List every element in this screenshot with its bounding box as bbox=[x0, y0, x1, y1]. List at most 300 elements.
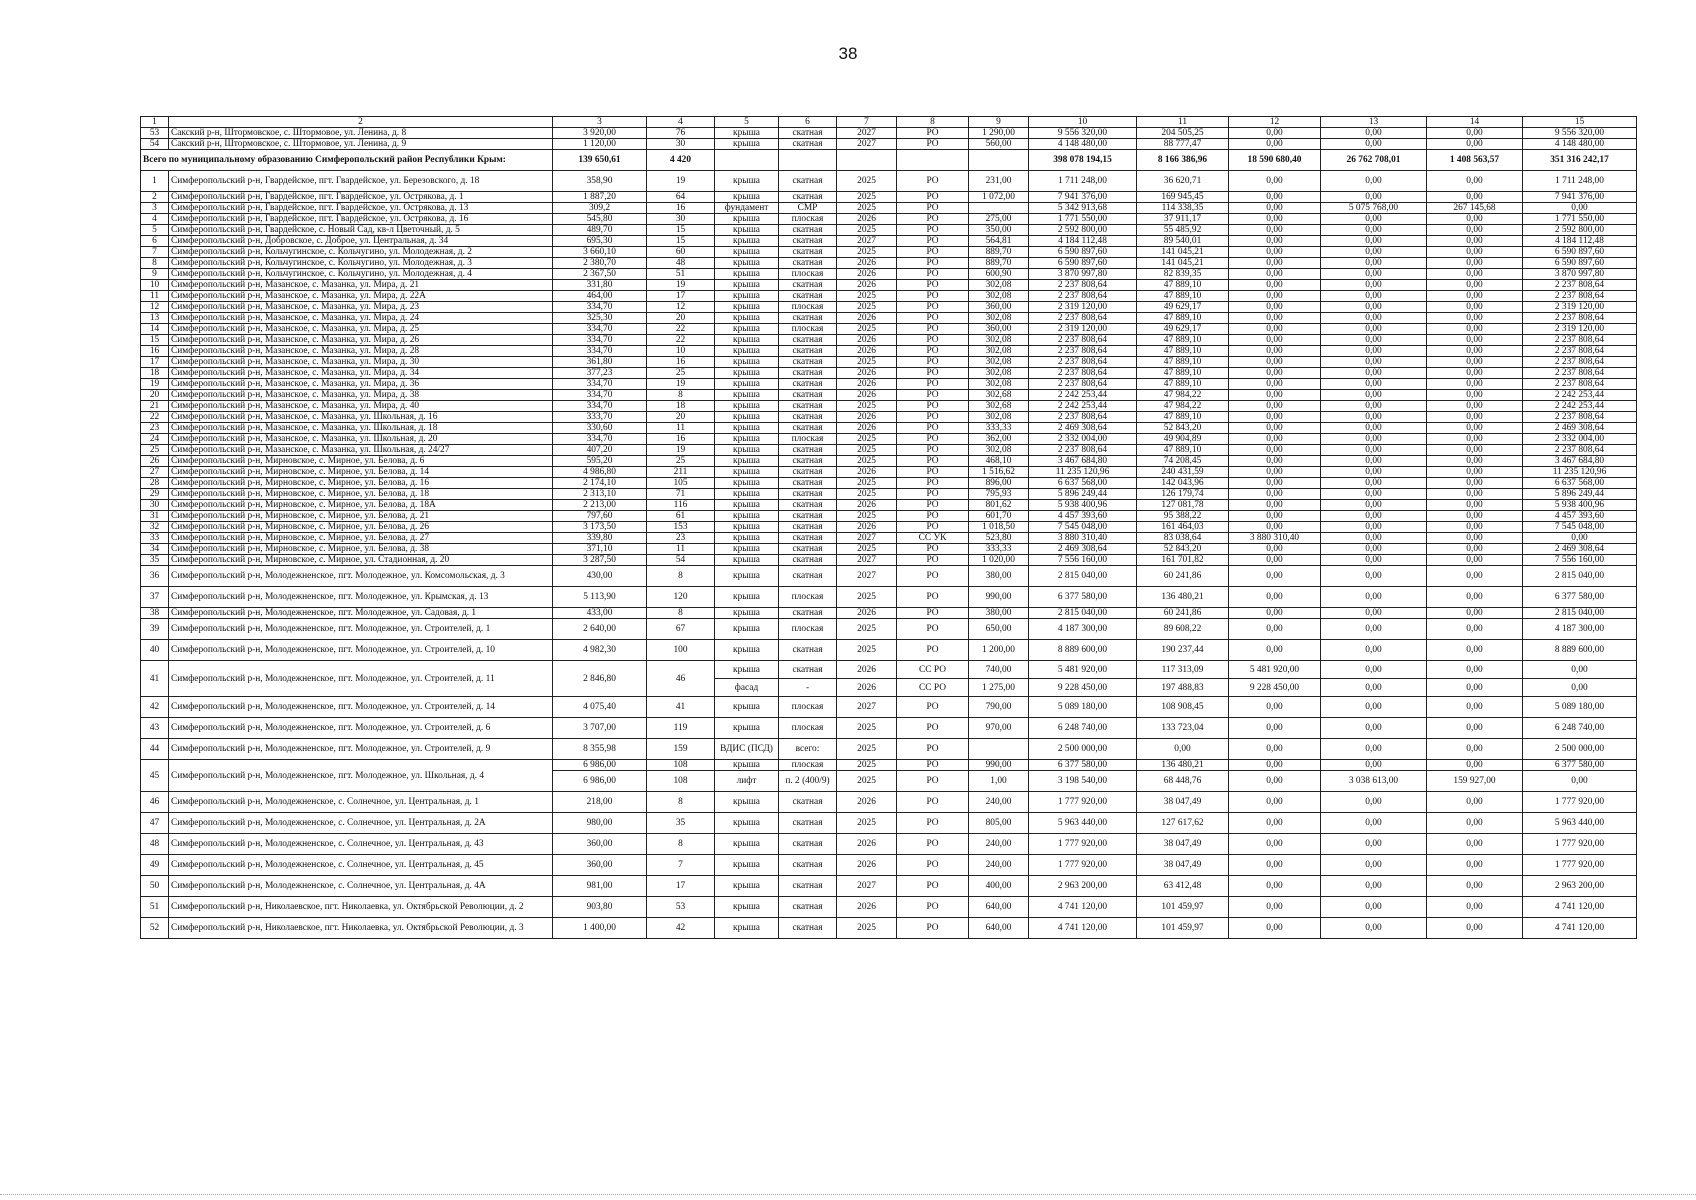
row-number: 18 bbox=[141, 368, 169, 379]
table-row bbox=[141, 500, 1637, 511]
total-cost: 4 187 300,00 bbox=[1029, 619, 1137, 640]
cost-2: 47 889,10 bbox=[1137, 445, 1229, 456]
fund-4: 6 377 580,00 bbox=[1523, 587, 1637, 608]
row-number: 23 bbox=[141, 423, 169, 434]
fund: РО bbox=[897, 739, 969, 760]
fund-1: 0,00 bbox=[1229, 313, 1321, 324]
fund-3: 0,00 bbox=[1427, 456, 1523, 467]
fund-3: 0,00 bbox=[1427, 813, 1523, 834]
total-label: Всего по муниципальному образованию Симферопольский район Республики Крым: bbox=[141, 150, 553, 171]
unit-cost: 1 072,00 bbox=[969, 192, 1029, 203]
fund-4: 6 377 580,00 bbox=[1523, 760, 1637, 771]
fund: СС РО bbox=[897, 661, 969, 679]
element: крыша bbox=[715, 640, 779, 661]
fund-3: 0,00 bbox=[1427, 128, 1523, 139]
residents: 61 bbox=[647, 511, 715, 522]
year: 2026 bbox=[837, 269, 897, 280]
year: 2027 bbox=[837, 697, 897, 718]
type: скатная bbox=[779, 280, 837, 291]
cost-2: 136 480,21 bbox=[1137, 760, 1229, 771]
cost-2: 60 241,86 bbox=[1137, 608, 1229, 619]
table-row bbox=[141, 467, 1637, 478]
total-cost: 2 237 808,64 bbox=[1029, 280, 1137, 291]
total-cost: 5 963 440,00 bbox=[1029, 813, 1137, 834]
fund-2: 0,00 bbox=[1321, 171, 1427, 192]
fund-2: 0,00 bbox=[1321, 335, 1427, 346]
total-cost: 5 896 249,44 bbox=[1029, 489, 1137, 500]
cost-2: 95 388,22 bbox=[1137, 511, 1229, 522]
address: Симферопольский р-н, Мирновское, с. Мирное, ул. Белова, д. 18А bbox=[169, 500, 553, 511]
year: 2026 bbox=[837, 313, 897, 324]
element: ВДИС (ПСД) bbox=[715, 739, 779, 760]
residents: 35 bbox=[647, 813, 715, 834]
fund-4: 8 889 600,00 bbox=[1523, 640, 1637, 661]
element: крыша bbox=[715, 718, 779, 739]
fund-4: 1 777 920,00 bbox=[1523, 792, 1637, 813]
year: 2025 bbox=[837, 489, 897, 500]
cost-2: 141 045,21 bbox=[1137, 247, 1229, 258]
element: крыша bbox=[715, 918, 779, 939]
address: Симферопольский р-н, Мирновское, с. Мирное, ул. Белова, д. 21 bbox=[169, 511, 553, 522]
unit-cost: 302,68 bbox=[969, 390, 1029, 401]
row-number: 20 bbox=[141, 390, 169, 401]
unit-cost: 889,70 bbox=[969, 247, 1029, 258]
residents: 64 bbox=[647, 192, 715, 203]
fund-3: 0,00 bbox=[1427, 302, 1523, 313]
residents: 20 bbox=[647, 313, 715, 324]
row-number: 12 bbox=[141, 302, 169, 313]
fund-1: 0,00 bbox=[1229, 608, 1321, 619]
area: 1 400,00 bbox=[553, 918, 647, 939]
total-cost: 1 777 920,00 bbox=[1029, 792, 1137, 813]
year: 2025 bbox=[837, 587, 897, 608]
unit-cost: 302,08 bbox=[969, 379, 1029, 390]
column-number: 1 bbox=[141, 117, 169, 128]
table-row bbox=[141, 379, 1637, 390]
fund-2: 0,00 bbox=[1321, 478, 1427, 489]
column-number: 10 bbox=[1029, 117, 1137, 128]
cost-2: 49 629,17 bbox=[1137, 324, 1229, 335]
residents: 25 bbox=[647, 456, 715, 467]
year: 2027 bbox=[837, 128, 897, 139]
fund-4: 5 938 400,96 bbox=[1523, 500, 1637, 511]
fund-2: 0,00 bbox=[1321, 608, 1427, 619]
total-cost: 6 248 740,00 bbox=[1029, 718, 1137, 739]
fund: РО bbox=[897, 566, 969, 587]
fund-1: 0,00 bbox=[1229, 280, 1321, 291]
table-row bbox=[141, 445, 1637, 456]
fund-3: 0,00 bbox=[1427, 697, 1523, 718]
residents: 19 bbox=[647, 171, 715, 192]
fund-4: 1 711 248,00 bbox=[1523, 171, 1637, 192]
fund: РО bbox=[897, 897, 969, 918]
type: скатная bbox=[779, 918, 837, 939]
element: крыша bbox=[715, 478, 779, 489]
cost-2: 47 889,10 bbox=[1137, 412, 1229, 423]
fund-3: 0,00 bbox=[1427, 718, 1523, 739]
cost-2: 47 889,10 bbox=[1137, 291, 1229, 302]
address: Симферопольский р-н, Кольчугинское, с. Кольчугино, ул. Молодежная, д. 4 bbox=[169, 269, 553, 280]
fund-1: 0,00 bbox=[1229, 511, 1321, 522]
residents: 108 bbox=[647, 771, 715, 792]
fund-2: 0,00 bbox=[1321, 566, 1427, 587]
unit-cost: 360,00 bbox=[969, 324, 1029, 335]
total-cost: 2 469 308,64 bbox=[1029, 544, 1137, 555]
fund-1: 0,00 bbox=[1229, 619, 1321, 640]
fund: РО bbox=[897, 456, 969, 467]
fund-3: 0,00 bbox=[1427, 619, 1523, 640]
cost-2: 47 889,10 bbox=[1137, 346, 1229, 357]
residents: 22 bbox=[647, 335, 715, 346]
fund-4: 1 771 550,00 bbox=[1523, 214, 1637, 225]
fund: РО bbox=[897, 467, 969, 478]
total-cost: 2 963 200,00 bbox=[1029, 876, 1137, 897]
fund: РО bbox=[897, 302, 969, 313]
cost-2: 37 911,17 bbox=[1137, 214, 1229, 225]
year: 2026 bbox=[837, 467, 897, 478]
fund-3: 0,00 bbox=[1427, 247, 1523, 258]
column-number-row bbox=[141, 117, 1637, 128]
address: Симферопольский р-н, Молодежненское, с. Солнечное, ул. Центральная, д. 45 bbox=[169, 855, 553, 876]
fund-3: 0,00 bbox=[1427, 533, 1523, 544]
table-row bbox=[141, 128, 1637, 139]
column-number: 5 bbox=[715, 117, 779, 128]
fund-2: 0,00 bbox=[1321, 324, 1427, 335]
type: скатная bbox=[779, 247, 837, 258]
element: крыша bbox=[715, 236, 779, 247]
total-cost: 3 870 997,80 bbox=[1029, 269, 1137, 280]
total-cost: 9 556 320,00 bbox=[1029, 128, 1137, 139]
fund-1: 9 228 450,00 bbox=[1229, 679, 1321, 697]
row-number: 49 bbox=[141, 855, 169, 876]
fund: РО bbox=[897, 511, 969, 522]
fund-3: 0,00 bbox=[1427, 500, 1523, 511]
fund-2: 0,00 bbox=[1321, 368, 1427, 379]
fund-1: 0,00 bbox=[1229, 335, 1321, 346]
type: скатная bbox=[779, 192, 837, 203]
year: 2026 bbox=[837, 608, 897, 619]
table-row bbox=[141, 357, 1637, 368]
unit-cost: 302,08 bbox=[969, 368, 1029, 379]
address: Симферопольский р-н, Николаевское, пгт. Николаевка, ул. Октябрьской Революции, д. 2 bbox=[169, 897, 553, 918]
fund-3: 0,00 bbox=[1427, 876, 1523, 897]
cost-2: 47 984,22 bbox=[1137, 390, 1229, 401]
cost-2: 89 608,22 bbox=[1137, 619, 1229, 640]
area: 218,00 bbox=[553, 792, 647, 813]
fund-4: 11 235 120,96 bbox=[1523, 467, 1637, 478]
residents: 19 bbox=[647, 379, 715, 390]
address: Симферопольский р-н, Молодежненское, пгт. Молодежное, ул. Садовая, д. 1 bbox=[169, 608, 553, 619]
address: Симферопольский р-н, Мазанское, с. Мазанка, ул. Школьная, д. 16 bbox=[169, 412, 553, 423]
fund-1: 0,00 bbox=[1229, 467, 1321, 478]
total-cost: 2 319 120,00 bbox=[1029, 324, 1137, 335]
table-row bbox=[141, 236, 1637, 247]
total-value bbox=[897, 150, 969, 171]
unit-cost: 302,08 bbox=[969, 291, 1029, 302]
cost-2: 101 459,97 bbox=[1137, 918, 1229, 939]
address: Симферопольский р-н, Молодежненское, пгт. Молодежное, ул. Школьная, д. 4 bbox=[169, 760, 553, 792]
fund-1: 0,00 bbox=[1229, 489, 1321, 500]
fund-1: 0,00 bbox=[1229, 760, 1321, 771]
cost-2: 47 889,10 bbox=[1137, 357, 1229, 368]
fund-4: 4 457 393,60 bbox=[1523, 511, 1637, 522]
type: скатная bbox=[779, 128, 837, 139]
fund-4: 2 237 808,64 bbox=[1523, 335, 1637, 346]
year: 2026 bbox=[837, 335, 897, 346]
element: лифт bbox=[715, 771, 779, 792]
cost-2: 52 843,20 bbox=[1137, 423, 1229, 434]
cost-2: 101 459,97 bbox=[1137, 897, 1229, 918]
table-row bbox=[141, 876, 1637, 897]
column-number: 3 bbox=[553, 117, 647, 128]
fund-1: 0,00 bbox=[1229, 834, 1321, 855]
year: 2025 bbox=[837, 918, 897, 939]
fund-4: 4 187 300,00 bbox=[1523, 619, 1637, 640]
area: 334,70 bbox=[553, 324, 647, 335]
table-row bbox=[141, 335, 1637, 346]
fund-2: 0,00 bbox=[1321, 661, 1427, 679]
table-row bbox=[141, 302, 1637, 313]
fund: РО bbox=[897, 855, 969, 876]
type: скатная bbox=[779, 225, 837, 236]
cost-2: 117 313,09 bbox=[1137, 661, 1229, 679]
unit-cost: 896,00 bbox=[969, 478, 1029, 489]
fund-2: 0,00 bbox=[1321, 280, 1427, 291]
address: Симферопольский р-н, Мазанское, с. Мазанка, ул. Школьная, д. 18 bbox=[169, 423, 553, 434]
unit-cost: 970,00 bbox=[969, 718, 1029, 739]
fund-1: 0,00 bbox=[1229, 302, 1321, 313]
fund-1: 0,00 bbox=[1229, 368, 1321, 379]
fund: РО bbox=[897, 368, 969, 379]
cost-2: 204 505,25 bbox=[1137, 128, 1229, 139]
cost-2: 55 485,92 bbox=[1137, 225, 1229, 236]
address: Симферопольский р-н, Мазанское, с. Мазанка, ул. Мира, д. 25 bbox=[169, 324, 553, 335]
fund-4: 2 237 808,64 bbox=[1523, 291, 1637, 302]
fund-2: 3 038 613,00 bbox=[1321, 771, 1427, 792]
row-number: 44 bbox=[141, 739, 169, 760]
element: фундамент bbox=[715, 203, 779, 214]
row-number: 10 bbox=[141, 280, 169, 291]
fund-1: 0,00 bbox=[1229, 739, 1321, 760]
type: скатная bbox=[779, 467, 837, 478]
fund-3: 0,00 bbox=[1427, 760, 1523, 771]
type: плоская bbox=[779, 760, 837, 771]
address: Симферопольский р-н, Кольчугинское, с. Кольчугино, ул. Молодежная, д. 3 bbox=[169, 258, 553, 269]
column-number: 8 bbox=[897, 117, 969, 128]
area: 334,70 bbox=[553, 346, 647, 357]
type: скатная bbox=[779, 813, 837, 834]
fund-3: 0,00 bbox=[1427, 445, 1523, 456]
fund-2: 5 075 768,00 bbox=[1321, 203, 1427, 214]
element: крыша bbox=[715, 555, 779, 566]
fund-1: 0,00 bbox=[1229, 291, 1321, 302]
total-row bbox=[141, 150, 1637, 171]
fund-4: 2 237 808,64 bbox=[1523, 412, 1637, 423]
year: 2025 bbox=[837, 544, 897, 555]
fund-3: 0,00 bbox=[1427, 511, 1523, 522]
element: фасад bbox=[715, 679, 779, 697]
residents: 60 bbox=[647, 247, 715, 258]
fund-3: 0,00 bbox=[1427, 368, 1523, 379]
fund-2: 0,00 bbox=[1321, 897, 1427, 918]
fund-3: 0,00 bbox=[1427, 280, 1523, 291]
cost-2: 161 701,82 bbox=[1137, 555, 1229, 566]
fund-1: 0,00 bbox=[1229, 876, 1321, 897]
element: крыша bbox=[715, 500, 779, 511]
fund: РО bbox=[897, 214, 969, 225]
cost-2: 197 488,83 bbox=[1137, 679, 1229, 697]
area: 360,00 bbox=[553, 855, 647, 876]
area: 489,70 bbox=[553, 225, 647, 236]
fund-2: 0,00 bbox=[1321, 555, 1427, 566]
residents: 51 bbox=[647, 269, 715, 280]
year: 2026 bbox=[837, 280, 897, 291]
fund-1: 0,00 bbox=[1229, 171, 1321, 192]
fund-2: 0,00 bbox=[1321, 269, 1427, 280]
element: крыша bbox=[715, 608, 779, 619]
fund: РО bbox=[897, 445, 969, 456]
fund-4: 2 963 200,00 bbox=[1523, 876, 1637, 897]
fund-1: 0,00 bbox=[1229, 225, 1321, 236]
table-row bbox=[141, 214, 1637, 225]
type: скатная bbox=[779, 834, 837, 855]
residents: 54 bbox=[647, 555, 715, 566]
fund-2: 0,00 bbox=[1321, 139, 1427, 150]
year: 2026 bbox=[837, 346, 897, 357]
fund: РО bbox=[897, 225, 969, 236]
area: 4 986,80 bbox=[553, 467, 647, 478]
unit-cost: 350,00 bbox=[969, 225, 1029, 236]
total-value: 18 590 680,40 bbox=[1229, 150, 1321, 171]
fund-1: 0,00 bbox=[1229, 456, 1321, 467]
residents: 211 bbox=[647, 467, 715, 478]
fund-2: 0,00 bbox=[1321, 225, 1427, 236]
fund-2: 0,00 bbox=[1321, 792, 1427, 813]
fund-2: 0,00 bbox=[1321, 522, 1427, 533]
address: Симферопольский р-н, Мирновское, с. Мирное, ул. Белова, д. 18 bbox=[169, 489, 553, 500]
year: 2025 bbox=[837, 511, 897, 522]
fund-2: 0,00 bbox=[1321, 697, 1427, 718]
type: скатная bbox=[779, 792, 837, 813]
fund: РО bbox=[897, 792, 969, 813]
fund-2: 0,00 bbox=[1321, 640, 1427, 661]
fund-4: 4 741 120,00 bbox=[1523, 897, 1637, 918]
residents: 67 bbox=[647, 619, 715, 640]
element: крыша bbox=[715, 324, 779, 335]
table-body bbox=[141, 117, 1637, 939]
fund-3: 0,00 bbox=[1427, 269, 1523, 280]
fund-1: 0,00 bbox=[1229, 390, 1321, 401]
table-row bbox=[141, 760, 1637, 771]
area: 3 707,00 bbox=[553, 718, 647, 739]
residents: 76 bbox=[647, 128, 715, 139]
row-number: 34 bbox=[141, 544, 169, 555]
fund-2: 0,00 bbox=[1321, 500, 1427, 511]
cost-2: 141 045,21 bbox=[1137, 258, 1229, 269]
row-number: 51 bbox=[141, 897, 169, 918]
area: 3 920,00 bbox=[553, 128, 647, 139]
table-row bbox=[141, 566, 1637, 587]
cost-2: 36 620,71 bbox=[1137, 171, 1229, 192]
residents: 8 bbox=[647, 608, 715, 619]
unit-cost: 380,00 bbox=[969, 566, 1029, 587]
table-row bbox=[141, 171, 1637, 192]
year: 2025 bbox=[837, 739, 897, 760]
table-row bbox=[141, 897, 1637, 918]
element: крыша bbox=[715, 533, 779, 544]
fund-3: 0,00 bbox=[1427, 855, 1523, 876]
element: крыша bbox=[715, 379, 779, 390]
address: Симферопольский р-н, Николаевское, пгт. Николаевка, ул. Октябрьской Революции, д. 3 bbox=[169, 918, 553, 939]
type: скатная bbox=[779, 566, 837, 587]
row-number: 39 bbox=[141, 619, 169, 640]
fund-3: 0,00 bbox=[1427, 357, 1523, 368]
type: - bbox=[779, 679, 837, 697]
fund-3: 0,00 bbox=[1427, 897, 1523, 918]
fund-2: 0,00 bbox=[1321, 302, 1427, 313]
total-cost: 2 332 004,00 bbox=[1029, 434, 1137, 445]
table-row bbox=[141, 247, 1637, 258]
repair-schedule-table bbox=[140, 116, 1637, 939]
fund-3: 0,00 bbox=[1427, 291, 1523, 302]
total-cost: 1 711 248,00 bbox=[1029, 171, 1137, 192]
fund-1: 0,00 bbox=[1229, 500, 1321, 511]
total-cost: 2 237 808,64 bbox=[1029, 445, 1137, 456]
residents: 8 bbox=[647, 390, 715, 401]
fund-1: 0,00 bbox=[1229, 247, 1321, 258]
residents: 17 bbox=[647, 876, 715, 897]
fund-4: 4 741 120,00 bbox=[1523, 918, 1637, 939]
address: Симферопольский р-н, Молодежненское, с. Солнечное, ул. Центральная, д. 4А bbox=[169, 876, 553, 897]
cost-2: 133 723,04 bbox=[1137, 718, 1229, 739]
type: скатная bbox=[779, 423, 837, 434]
residents: 19 bbox=[647, 280, 715, 291]
area: 333,70 bbox=[553, 412, 647, 423]
address: Сакский р-н, Штормовское, с. Штормовое, ул. Ленина, д. 9 bbox=[169, 139, 553, 150]
cost-2: 52 843,20 bbox=[1137, 544, 1229, 555]
address: Симферопольский р-н, Добровское, с. Доброе, ул. Центральная, д. 34 bbox=[169, 236, 553, 247]
element: крыша bbox=[715, 897, 779, 918]
fund-4: 2 237 808,64 bbox=[1523, 379, 1637, 390]
table-row bbox=[141, 346, 1637, 357]
table-row bbox=[141, 489, 1637, 500]
column-number: 12 bbox=[1229, 117, 1321, 128]
table-row bbox=[141, 313, 1637, 324]
row-number: 9 bbox=[141, 269, 169, 280]
address: Симферопольский р-н, Мирновское, с. Мирное, ул. Белова, д. 6 bbox=[169, 456, 553, 467]
type: скатная bbox=[779, 291, 837, 302]
element: крыша bbox=[715, 280, 779, 291]
table-row bbox=[141, 192, 1637, 203]
cost-2: 89 540,01 bbox=[1137, 236, 1229, 247]
cost-2: 47 889,10 bbox=[1137, 335, 1229, 346]
fund-3: 0,00 bbox=[1427, 192, 1523, 203]
element: крыша bbox=[715, 423, 779, 434]
fund-3: 0,00 bbox=[1427, 555, 1523, 566]
fund-1: 0,00 bbox=[1229, 324, 1321, 335]
table-row bbox=[141, 555, 1637, 566]
year: 2025 bbox=[837, 302, 897, 313]
column-number: 15 bbox=[1523, 117, 1637, 128]
fund-2: 0,00 bbox=[1321, 467, 1427, 478]
row-number: 1 bbox=[141, 171, 169, 192]
fund-1: 0,00 bbox=[1229, 897, 1321, 918]
fund-2: 0,00 bbox=[1321, 855, 1427, 876]
page-number: 38 bbox=[838, 44, 858, 63]
fund-4: 2 592 800,00 bbox=[1523, 225, 1637, 236]
fund-3: 0,00 bbox=[1427, 258, 1523, 269]
unit-cost: 302,08 bbox=[969, 412, 1029, 423]
